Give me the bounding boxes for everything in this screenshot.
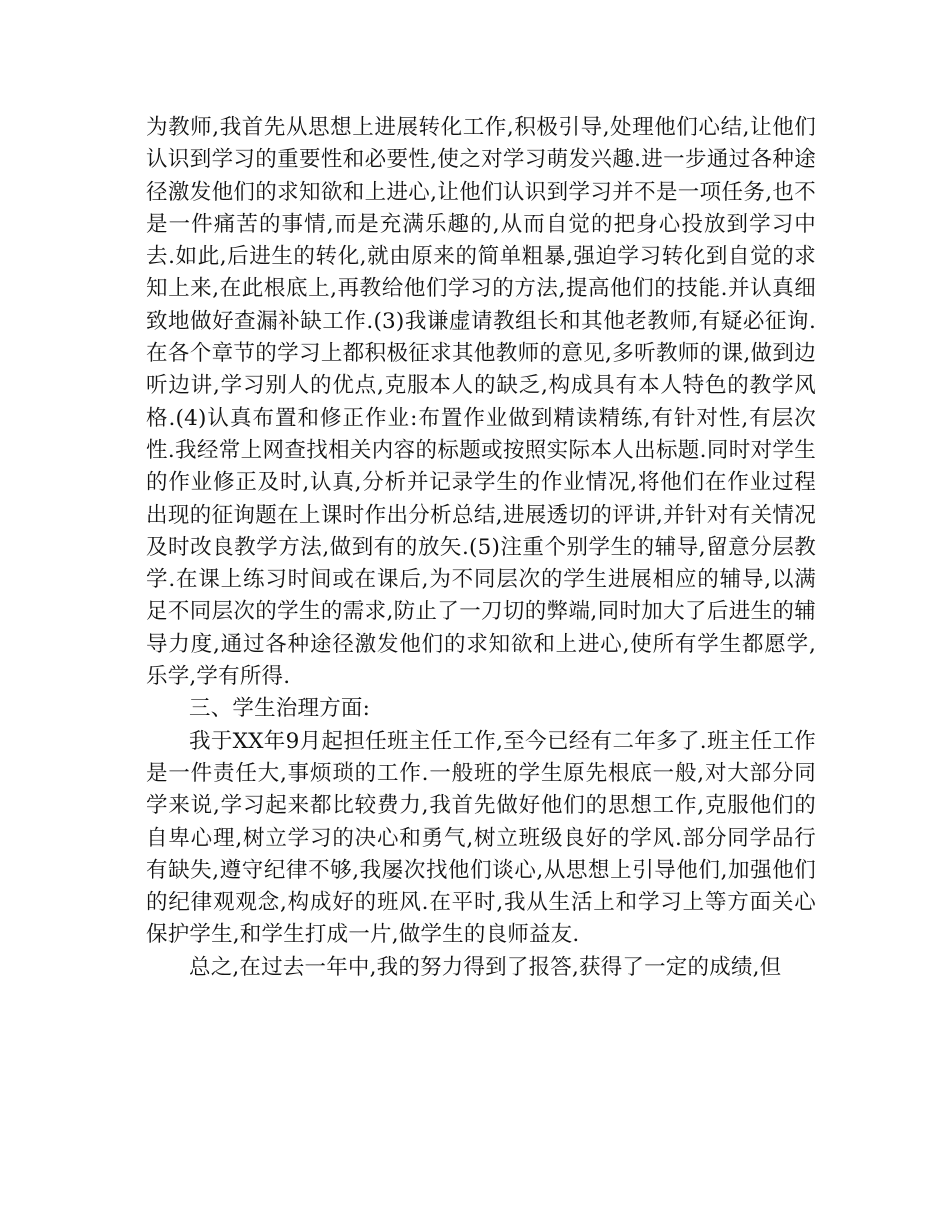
paragraph-teaching-methods: 为教师,我首先从思想上进展转化工作,积极引导,处理他们心结,让他们认识到学习的重要性和必要性,使之对学习萌发兴趣.进一步通过各种途径激发他们的求知欲和上进心,让他们认识到学习并不是一项任务,也不是一件痛苦的事情,而是充满乐趣的,从而自觉的把身心投放到学习中去.如此,后进生的转化,就由原来的简单粗暴,强迫学习转化到自觉的求知上来,在此根底上,再教给他们学习的方法,提高他们的技能.并认真细致地做好查漏补缺工作.(3)我谦虚请教组长和其他老教师,有疑必征询.在各个章节的学习上都积极征求其他教师的意见,多听教师的课,做到边听边讲,学习别人的优点,克服本人的缺乏,构成具有本人特色的教学风格.(4)认真布置和修正作业:布置作业做到精读精练,有针对性,有层次性.我经常上网查找相关内容的标题或按照实际本人出标题.同时对学生的作业修正及时,认真,分析并记录学生的作业情况,将他们在作业过程出现的征询题在上课时作出分析总结,进展透切的评讲,并针对有关情况及时改良教学方法,做到有的放矢.(5)注重个别学生的辅导,留意分层教学.在课上练习时间或在课后,为不同层次的学生进展相应的辅导,以满足不同层次的学生的需求,防止了一刀切的弊端,同时加大了后进生的辅导力度,通过各种途径激发他们的求知欲和上进心,使所有学生都愿学,乐学,学有所得. (146, 115, 816, 690)
paragraph-summary: 总之,在过去一年中,我的努力得到了报答,获得了一定的成绩,但 (189, 954, 782, 980)
document-body (146, 112, 816, 984)
section-heading-student-management: 三、学生治理方面: (189, 696, 371, 722)
paragraph-class-teacher-work: 我于XX年9月起担任班主任工作,至今已经有二年多了.班主任工作是一件责任大,事烦琐的工作.一般班的学生原先根底一般,对大部分同学来说,学习起来都比较费力,我首先做好他们的思想工作,克服他们的自卑心理,树立学习的决心和勇气,树立班级良好的学风.部分同学品行有缺失,遵守纪律不够,我屡次找他们谈心,从思想上引导他们,加强他们的纪律观观念,构成好的班风.在平时,我从生活上和学习上等方面关心保护学生,和学生打成一片,做学生的良师益友. (146, 728, 816, 948)
